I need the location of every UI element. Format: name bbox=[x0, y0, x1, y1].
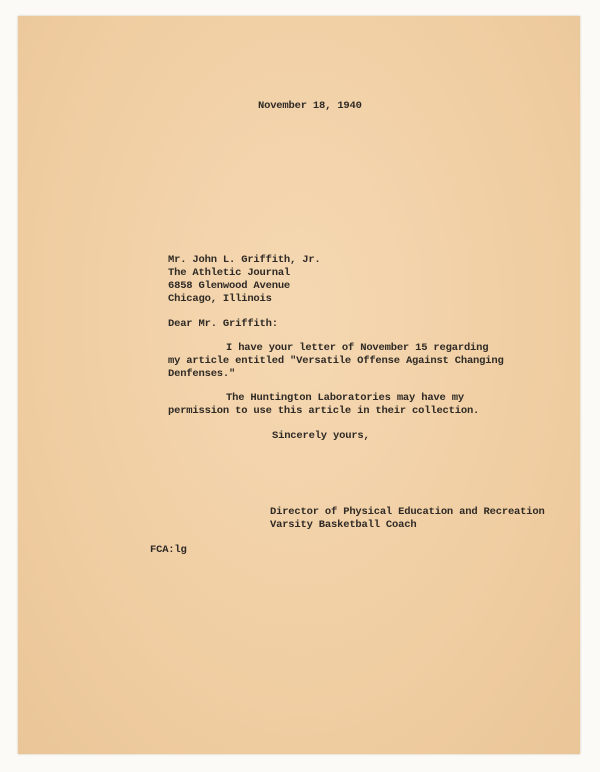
signature-title: Director of Physical Education and Recreation bbox=[270, 506, 545, 518]
closing: Sincerely yours, bbox=[272, 430, 370, 442]
recipient-city: Chicago, Illinois bbox=[168, 293, 272, 305]
body-line: my article entitled "Versatile Offense Against Changing bbox=[168, 355, 504, 367]
salutation: Dear Mr. Griffith: bbox=[168, 318, 278, 330]
body-line: permission to use this article in their collection. bbox=[168, 405, 480, 417]
signature-title: Varsity Basketball Coach bbox=[270, 519, 417, 531]
recipient-organization: The Athletic Journal bbox=[168, 267, 291, 279]
body-line: I have your letter of November 15 regarding bbox=[226, 342, 489, 354]
typist-initials: FCA:lg bbox=[150, 544, 187, 556]
recipient-street: 6858 Glenwood Avenue bbox=[168, 280, 291, 292]
letter-page bbox=[18, 16, 580, 754]
body-line: The Huntington Laboratories may have my bbox=[226, 392, 464, 404]
letter-date: November 18, 1940 bbox=[258, 100, 362, 112]
body-line: Denfenses." bbox=[168, 368, 236, 380]
recipient-name: Mr. John L. Griffith, Jr. bbox=[168, 254, 321, 266]
